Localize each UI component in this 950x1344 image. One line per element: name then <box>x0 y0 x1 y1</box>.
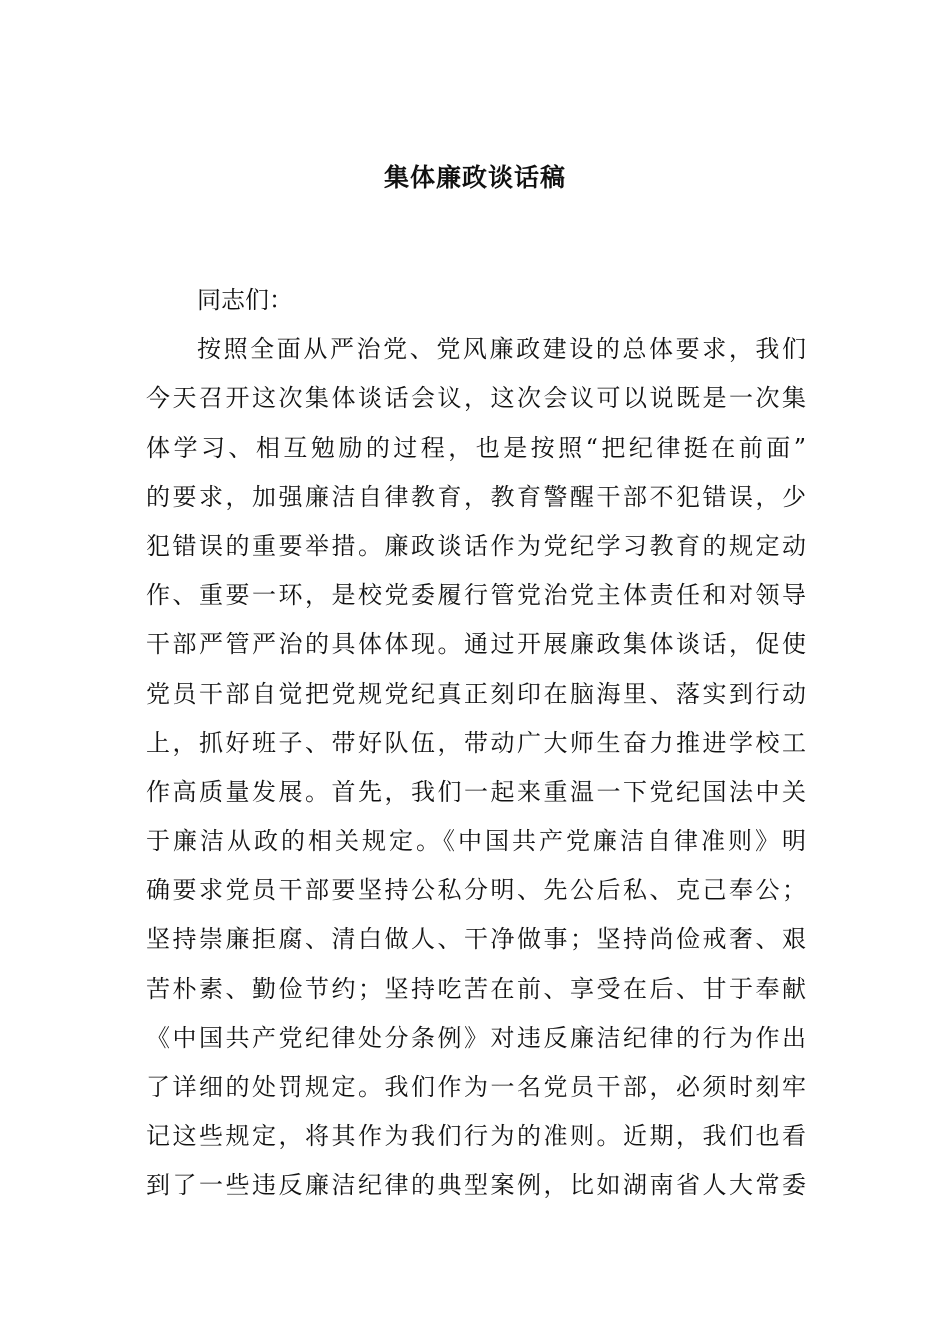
paragraph-line: 党员干部自觉把党规党纪真正刻印在脑海里、落实到行动 <box>146 679 806 708</box>
paragraph-line: 今天召开这次集体谈话会议，这次会议可以说既是一次集 <box>146 384 806 413</box>
paragraph-line: 犯错误的重要举措。廉政谈话作为党纪学习教育的规定动 <box>146 531 806 560</box>
paragraph-line: 确要求党员干部要坚持公私分明、先公后私、克己奉公； <box>146 876 806 905</box>
paragraph-line: 了详细的处罚规定。我们作为一名党员干部，必须时刻牢 <box>146 1073 806 1101</box>
paragraph-line: 苦朴素、勤俭节约；坚持吃苦在前、享受在后、甘于奉献 <box>146 974 806 1003</box>
paragraph-line: 到了一些违反廉洁纪律的典型案例，比如湖南省人大常委 <box>146 1171 806 1200</box>
paragraph-line: 干部严管严治的具体体现。通过开展廉政集体谈话，促使 <box>146 630 806 659</box>
paragraph-line: 作高质量发展。首先，我们一起来重温一下党纪国法中关 <box>146 777 806 806</box>
paragraph-line: 记这些规定，将其作为我们行为的准则。近期，我们也看 <box>146 1122 806 1151</box>
paragraph-line: 《中国共产党纪律处分条例》对违反廉洁纪律的行为作出 <box>146 1023 806 1052</box>
paragraph-line: 于廉洁从政的相关规定。《中国共产党廉洁自律准则》明 <box>146 827 806 856</box>
paragraph-line: 作、重要一环，是校党委履行管党治党主体责任和对领导 <box>146 581 806 610</box>
document-body <box>146 276 806 1211</box>
paragraph-line: 坚持崇廉拒腐、清白做人、干净做事；坚持尚俭戒奢、艰 <box>146 925 806 954</box>
paragraph-line: 上，抓好班子、带好队伍，带动广大师生奋力推进学校工 <box>146 728 806 757</box>
paragraph-line: 体学习、相互勉励的过程，也是按照“把纪律挺在前面” <box>146 433 806 462</box>
salutation: 同志们： <box>197 286 293 314</box>
document-title: 集体廉政谈话稿 <box>383 163 566 192</box>
paragraph-line: 按照全面从严治党、党风廉政建设的总体要求，我们 <box>197 335 806 364</box>
paragraph-line: 的要求，加强廉洁自律教育，教育警醒干部不犯错误，少 <box>146 482 806 511</box>
